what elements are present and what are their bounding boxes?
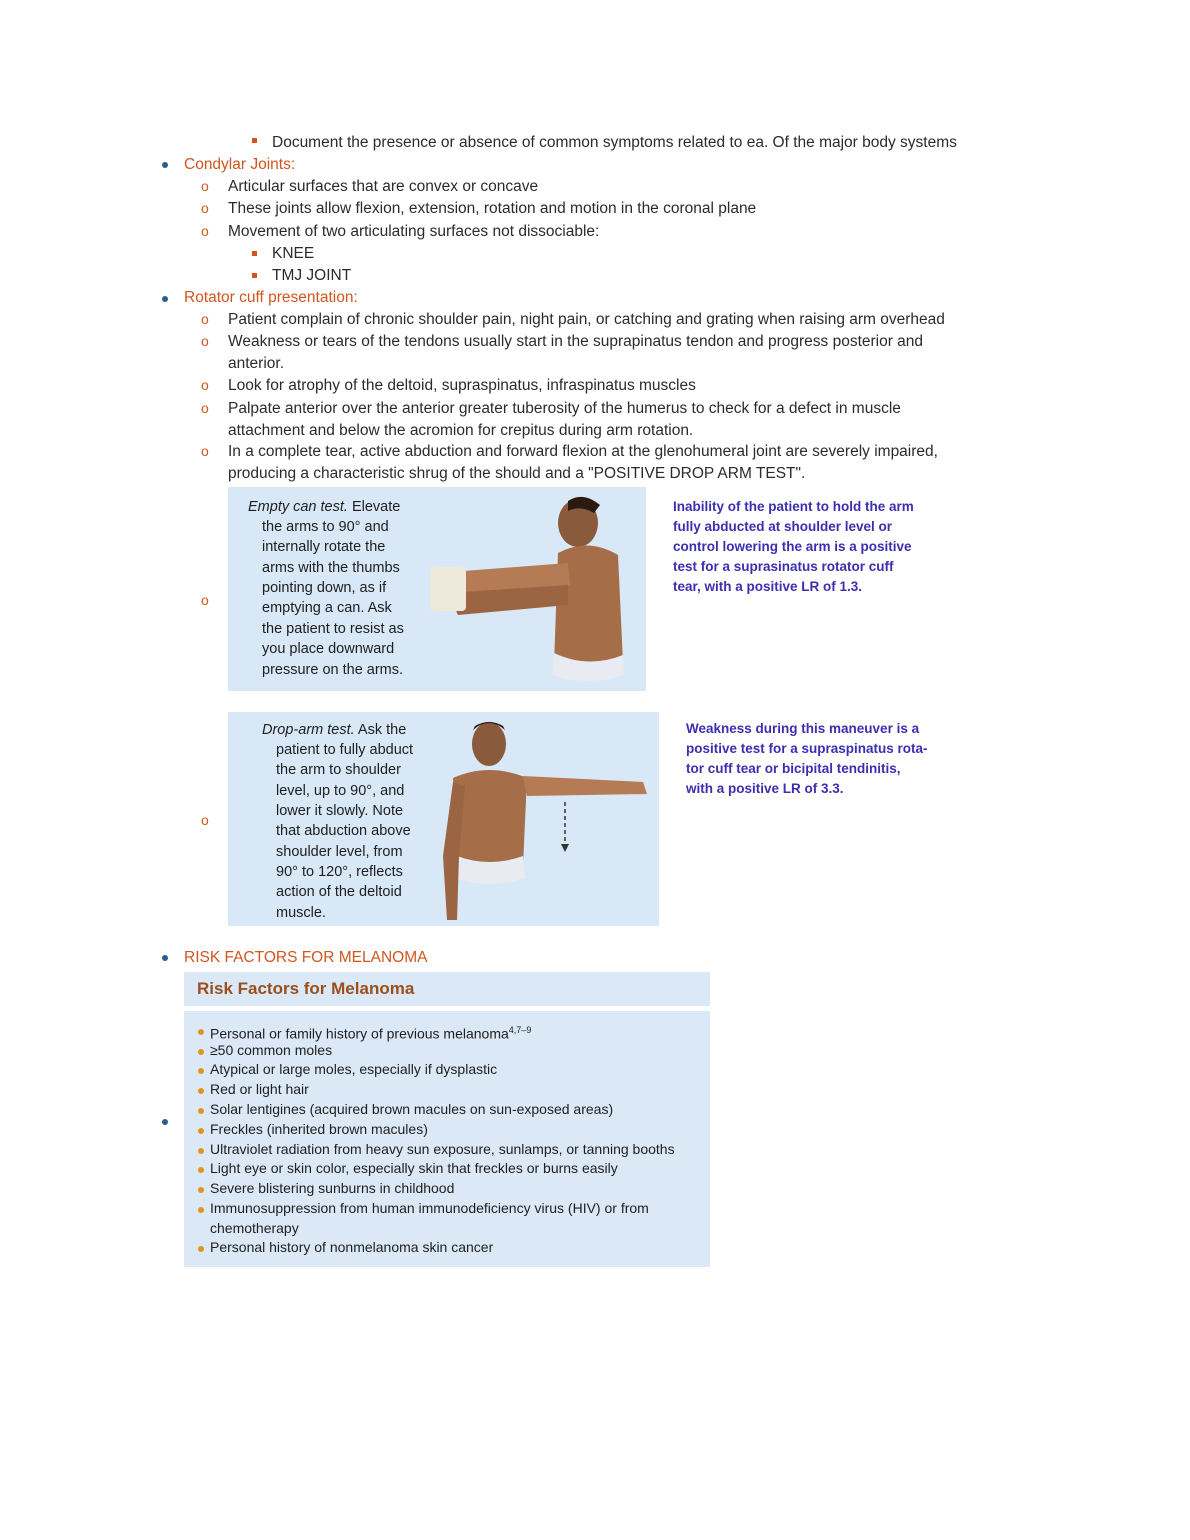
orange-bullet-icon <box>198 1068 204 1074</box>
orange-bullet-icon <box>198 1108 204 1114</box>
drop-arm-caption-line: positive test for a supraspinatus rota- <box>686 741 928 756</box>
circle-bullet-icon: o <box>201 200 209 216</box>
empty-can-line: pointing down, as if <box>262 580 387 596</box>
risk-item: ≥50 common moles <box>210 1042 333 1058</box>
drop-arm-line: muscle. <box>276 905 326 921</box>
circle-bullet-icon: o <box>201 592 209 608</box>
risk-item: Red or light hair <box>210 1081 309 1097</box>
drop-arm-caption-line: tor cuff tear or bicipital tendinitis, <box>686 761 901 776</box>
bullet-icon <box>162 1119 168 1125</box>
risk-item: Solar lentigines (acquired brown macules on sun-exposed areas) <box>210 1101 614 1117</box>
orange-bullet-icon <box>198 1207 204 1213</box>
circle-bullet-icon: o <box>201 443 209 459</box>
bullet-icon <box>162 162 168 168</box>
orange-bullet-icon <box>198 1128 204 1134</box>
risk-item-superscript: 4,7–9 <box>508 1025 532 1035</box>
risk-item-continuation: chemotherapy <box>210 1220 299 1236</box>
circle-bullet-icon: o <box>201 311 209 327</box>
orange-bullet-icon <box>198 1088 204 1094</box>
drop-arm-title-rest: Ask the <box>354 722 407 738</box>
rotator-heading: Rotator cuff presentation: <box>184 289 358 306</box>
drop-arm-title: Drop-arm test. <box>262 722 355 738</box>
rotator-line: Patient complain of chronic shoulder pain, night pain, or catching and grating when raising arm overhead <box>228 311 945 328</box>
empty-can-title-rest: Elevate <box>347 499 401 515</box>
risk-item: Atypical or large moles, especially if dysplastic <box>210 1061 498 1077</box>
orange-bullet-icon <box>198 1246 204 1252</box>
condylar-item: Articular surfaces that are convex or concave <box>228 178 539 195</box>
bullet-icon <box>162 296 168 302</box>
drop-arm-caption-line: Weakness during this maneuver is a <box>686 721 920 736</box>
rotator-line: attachment and below the acromion for crepitus during arm rotation. <box>228 422 694 439</box>
risk-item: Personal history of nonmelanoma skin cancer <box>210 1239 494 1255</box>
circle-bullet-icon: o <box>201 223 209 239</box>
empty-can-line: pressure on the arms. <box>262 662 404 678</box>
condylar-subitem-knee: KNEE <box>272 245 315 262</box>
risk-item: Freckles (inherited brown macules) <box>210 1121 428 1137</box>
drop-arm-line: that abduction above <box>276 823 411 839</box>
bullet-icon <box>162 955 168 961</box>
circle-bullet-icon: o <box>201 377 209 393</box>
orange-bullet-icon <box>198 1029 204 1035</box>
drop-arm-line: shoulder level, from <box>276 844 403 860</box>
empty-can-caption-line: control lowering the arm is a positive <box>673 539 912 554</box>
rotator-line: Look for atrophy of the deltoid, supraspinatus, infraspinatus muscles <box>228 377 696 394</box>
risk-item: Immunosuppression from human immunodeficiency virus (HIV) or from <box>210 1200 649 1216</box>
empty-can-line: the arms to 90° and <box>262 519 389 535</box>
drop-arm-line: patient to fully abduct <box>276 742 414 758</box>
empty-can-title-line <box>248 497 400 517</box>
circle-bullet-icon: o <box>201 178 209 194</box>
drop-arm-line: lower it slowly. Note <box>276 803 404 819</box>
empty-can-line: arms with the thumbs <box>262 560 400 576</box>
empty-can-line: the patient to resist as <box>262 621 404 637</box>
drop-arm-caption-line: with a positive LR of 3.3. <box>686 781 844 796</box>
rotator-line: In a complete tear, active abduction and forward flexion at the glenohumeral joint are severely impaired, <box>228 443 938 460</box>
empty-can-caption-line: Inability of the patient to hold the arm <box>673 499 914 514</box>
condylar-item: These joints allow flexion, extension, rotation and motion in the coronal plane <box>228 200 757 217</box>
circle-bullet-icon: o <box>201 400 209 416</box>
risk-item: Severe blistering sunburns in childhood <box>210 1180 455 1196</box>
circle-bullet-icon: o <box>201 333 209 349</box>
risk-item-text: Personal or family history of previous melanoma <box>210 1025 509 1042</box>
orange-bullet-icon <box>198 1049 204 1055</box>
empty-can-caption-line: test for a suprasinatus rotator cuff <box>673 559 894 574</box>
risk-item: Light eye or skin color, especially skin that freckles or burns easily <box>210 1160 618 1176</box>
drop-arm-title-line <box>262 720 406 740</box>
melanoma-heading: RISK FACTORS FOR MELANOMA <box>184 949 428 966</box>
empty-can-line: emptying a can. Ask <box>262 600 392 616</box>
orange-bullet-icon <box>198 1148 204 1154</box>
condylar-heading: Condylar Joints: <box>184 156 296 173</box>
rotator-line: Palpate anterior over the anterior greater tuberosity of the humerus to check for a defect in muscle <box>228 400 901 417</box>
empty-can-title: Empty can test. <box>248 499 348 515</box>
drop-arm-figure <box>228 712 659 926</box>
rotator-line: producing a characteristic shrug of the should and a "POSITIVE DROP ARM TEST". <box>228 465 806 482</box>
top-line: Document the presence or absence of common symptoms related to ea. Of the major body systems <box>272 134 957 151</box>
square-bullet-icon <box>252 273 257 278</box>
empty-can-illustration <box>418 493 644 689</box>
condylar-item: Movement of two articulating surfaces not dissociable: <box>228 223 600 240</box>
condylar-subitem-tmj: TMJ JOINT <box>272 267 352 284</box>
melanoma-box-title: Risk Factors for Melanoma <box>197 979 415 998</box>
rotator-line: anterior. <box>228 355 285 372</box>
drop-arm-line: action of the deltoid <box>276 884 402 900</box>
rotator-line: Weakness or tears of the tendons usually start in the suprapinatus tendon and progress posterior and <box>228 333 924 350</box>
empty-can-line: you place downward <box>262 641 395 657</box>
drop-arm-illustration <box>433 716 657 924</box>
empty-can-caption-line: tear, with a positive LR of 1.3. <box>673 579 863 594</box>
drop-arm-line: level, up to 90°, and <box>276 783 405 799</box>
empty-can-caption-line: fully abducted at shoulder level or <box>673 519 893 534</box>
square-bullet-icon <box>252 138 257 143</box>
square-bullet-icon <box>252 251 257 256</box>
drop-arm-line: 90° to 120°, reflects <box>276 864 403 880</box>
drop-arm-line: the arm to shoulder <box>276 762 401 778</box>
circle-bullet-icon: o <box>201 812 209 828</box>
orange-bullet-icon <box>198 1187 204 1193</box>
empty-can-figure <box>228 487 646 691</box>
risk-item: Ultraviolet radiation from heavy sun exposure, sunlamps, or tanning booths <box>210 1141 675 1157</box>
empty-can-line: internally rotate the <box>262 539 386 555</box>
orange-bullet-icon <box>198 1167 204 1173</box>
